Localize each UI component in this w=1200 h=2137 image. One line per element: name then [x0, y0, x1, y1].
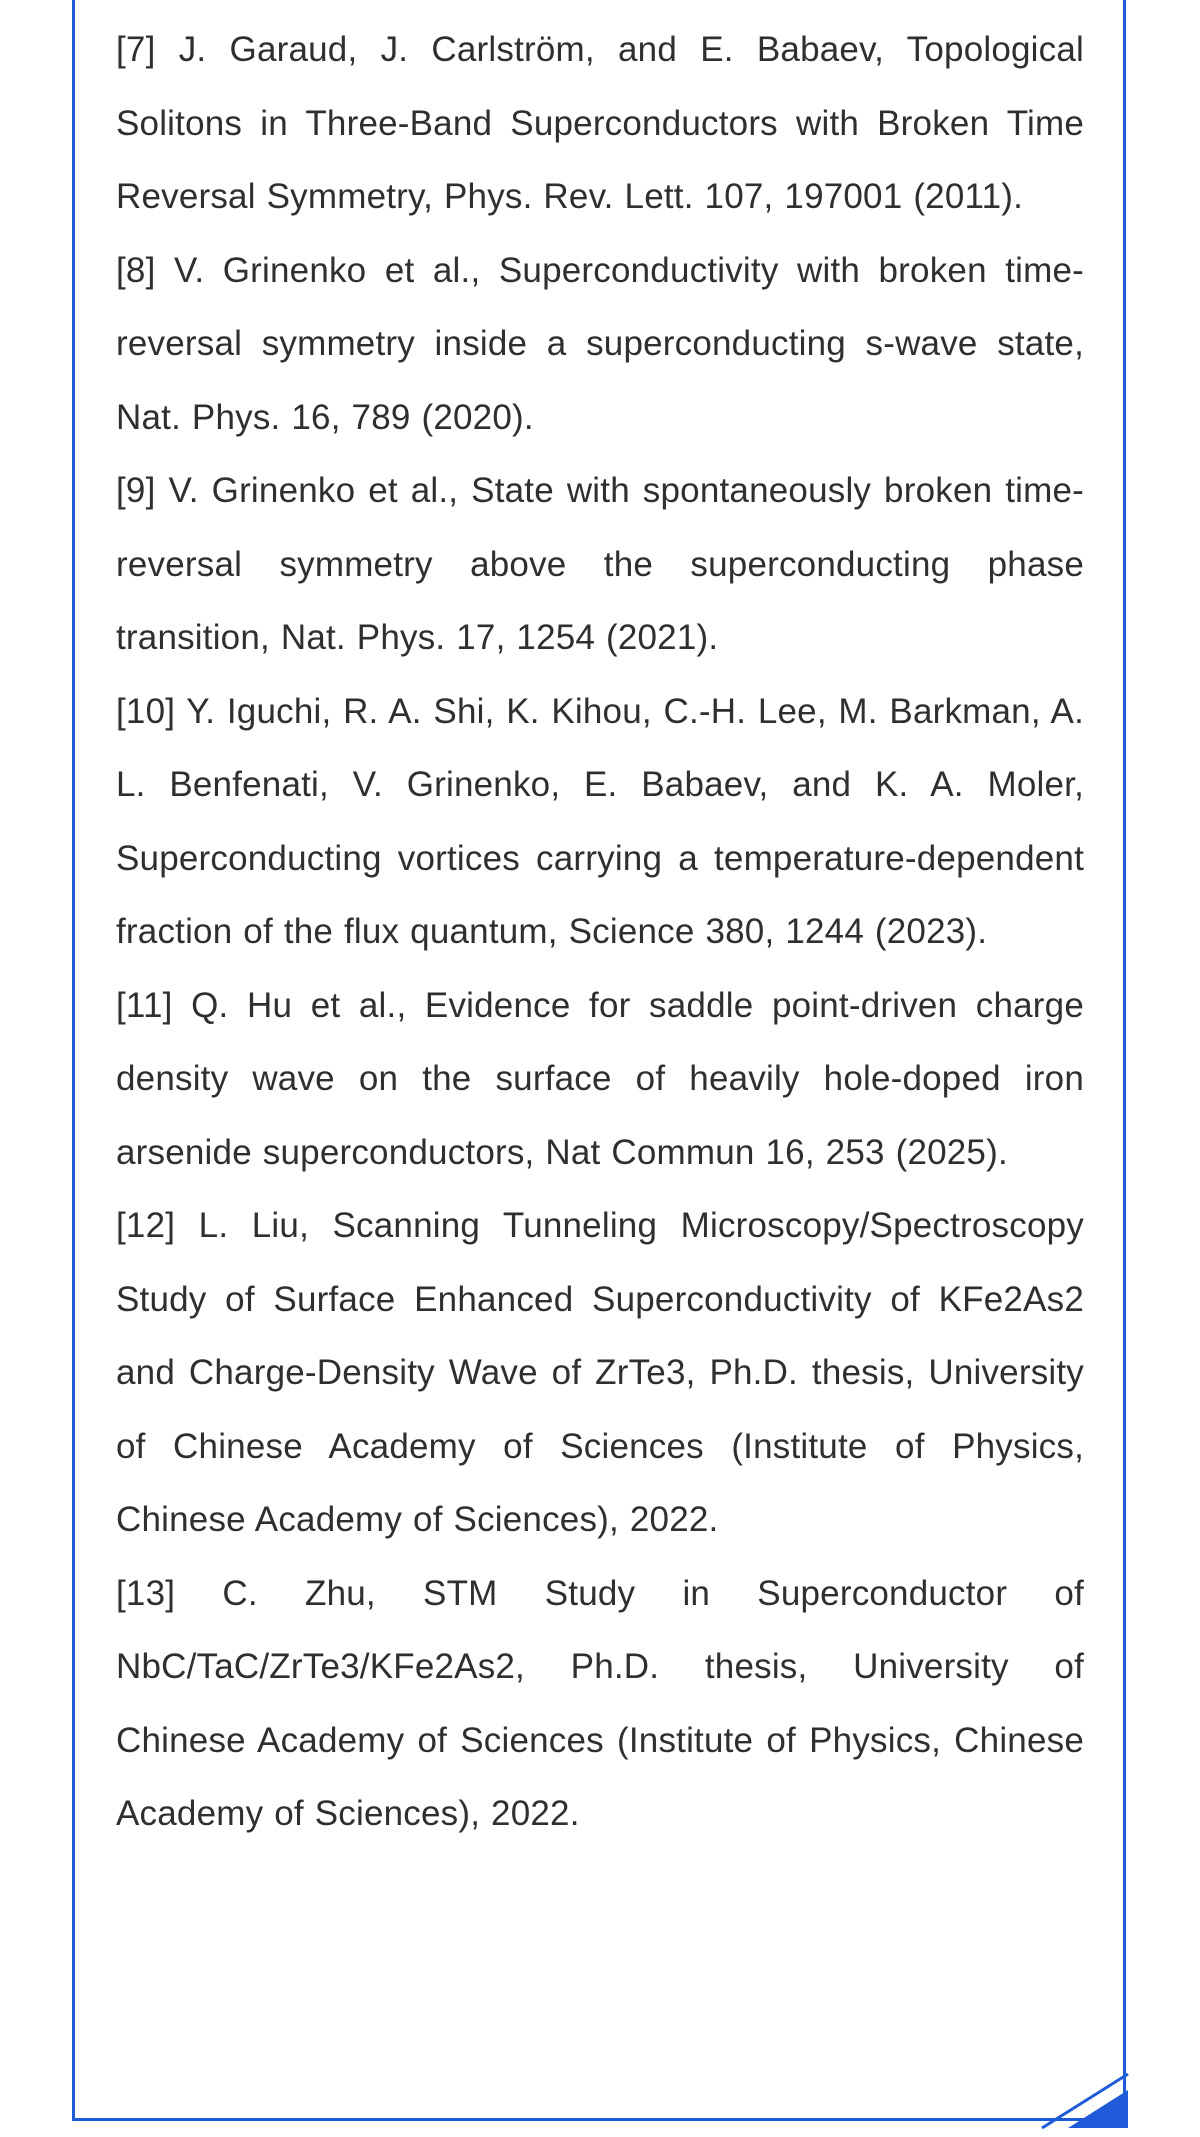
reference-item: [9] V. Grinenko et al., State with spontaneously broken time-reversal symmetry above the superconducting phase transition, Nat. Phys. 17, 1254 (2021).	[116, 471, 1084, 657]
reference-list	[116, 13, 1084, 1851]
reference-item: [10] Y. Iguchi, R. A. Shi, K. Kihou, C.-H. Lee, M. Barkman, A. L. Benfenati, V. Grinenko, E. Babaev, and K. A. Moler, Superconducting vortices carrying a temperature-dependent fraction of the flux quantum, Science 380, 1244 (2023).	[116, 691, 1084, 951]
reference-item: [12] L. Liu, Scanning Tunneling Microscopy/Spectroscopy Study of Surface Enhanced Superconductivity of KFe2As2 and Charge-Density Wave of ZrTe3, Ph.D. thesis, University of Chinese Academy of Sciences (Institute of Physics, Chinese Academy of Sciences), 2022.	[116, 1206, 1084, 1539]
corner-accent-icon	[1040, 2072, 1130, 2130]
reference-item: [8] V. Grinenko et al., Superconductivity with broken time-reversal symmetry inside a superconducting s-wave state, Nat. Phys. 16, 789 (2020).	[116, 250, 1084, 437]
reference-item: [11] Q. Hu et al., Evidence for saddle point-driven charge density wave on the surface of heavily hole-doped iron arsenide superconductors, Nat Commun 16, 253 (2025).	[116, 985, 1084, 1172]
reference-item: [13] C. Zhu, STM Study in Superconductor of NbC/TaC/ZrTe3/KFe2As2, Ph.D. thesis, University of Chinese Academy of Sciences (Institute of Physics, Chinese Academy of Sciences), 2022.	[116, 1573, 1084, 1833]
reference-item: [7] J. Garaud, J. Carlström, and E. Babaev, Topological Solitons in Three-Band Superconductors with Broken Time Reversal Symmetry, Phys. Rev. Lett. 107, 197001 (2011).	[116, 30, 1084, 216]
